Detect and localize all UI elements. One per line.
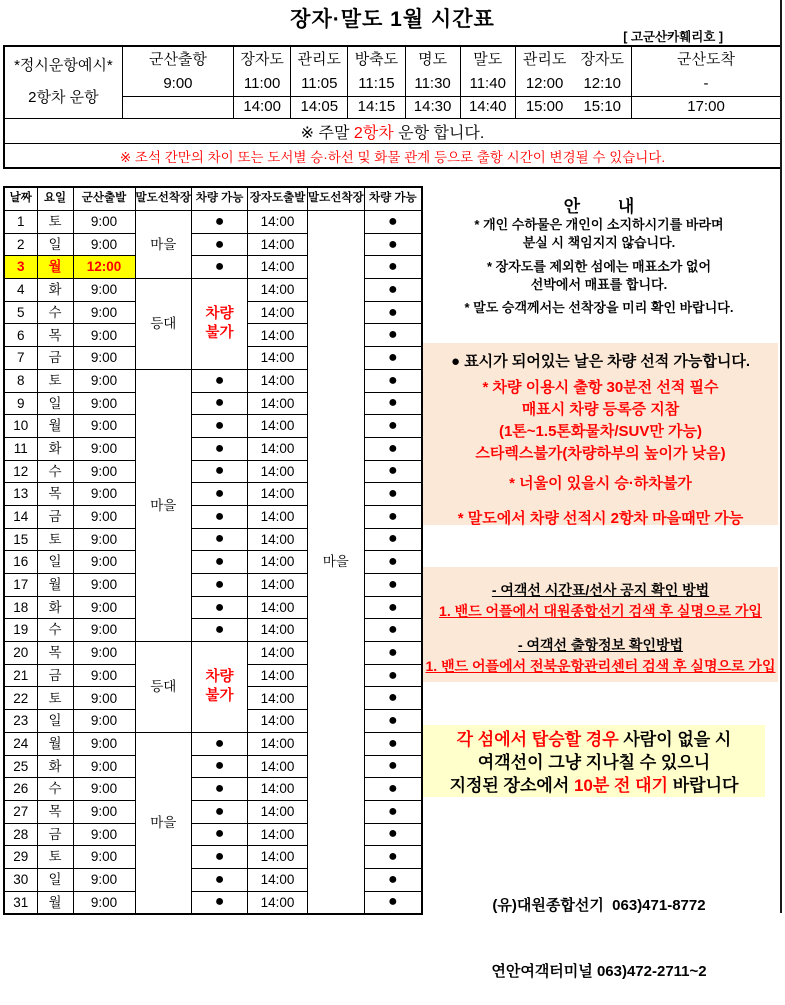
day-cell: 금 (37, 664, 73, 687)
warning-line: 여객선이 그냥 지나칠 수 있으니 (477, 753, 711, 772)
jangjado-departure-cell: 14:00 (248, 778, 308, 801)
weekend-notice-highlight: 2항차 (353, 124, 394, 142)
no-vehicle-cell: 차량 불가 (192, 642, 248, 733)
jangjado-departure-cell: 14:00 (248, 392, 308, 415)
header-vehicle-allowed-return: 차량 가능 (364, 187, 422, 211)
date-cell: 14 (4, 505, 37, 528)
date-cell: 8 (4, 369, 37, 392)
day-cell: 목 (37, 324, 73, 347)
vehicle-allowed-dot: ● (192, 574, 248, 597)
maldo-dock-cell: 마을 (135, 732, 192, 914)
day-cell: 토 (37, 369, 73, 392)
trip2-time: 14:15 (348, 97, 405, 119)
sailing-example-table (5, 47, 780, 118)
trip2-time: 14:30 (405, 97, 460, 119)
jangjado-departure-cell: 14:00 (248, 279, 308, 302)
gunsan-departure-cell: 9:00 (73, 732, 135, 755)
gunsan-departure-cell: 12:00 (73, 256, 135, 279)
guide-title: 안 내 (563, 197, 635, 216)
vehicle-allowed-return-dot: ● (364, 710, 422, 733)
gunsan-departure-cell: 9:00 (73, 415, 135, 438)
maldo-dock-cell: 등대 (135, 279, 192, 370)
day-cell: 목 (37, 800, 73, 823)
band-box-step: 1. 밴드 어플에서 대원종합선기 검색 후 실명으로 가입 (439, 603, 762, 619)
gunsan-departure-cell: 9:00 (73, 619, 135, 642)
day-cell: 수 (37, 778, 73, 801)
day-cell: 일 (37, 392, 73, 415)
contact-info (420, 851, 778, 1005)
jangjado-departure-cell: 14:00 (248, 460, 308, 483)
vehicle-allowed-dot: ● (192, 211, 248, 234)
guide-line: 분실 시 책임지지 않습니다. (522, 235, 676, 250)
date-cell: 18 (4, 596, 37, 619)
day-cell: 화 (37, 437, 73, 460)
column-header: 관리도 (291, 47, 348, 73)
trip2-time: 15:00 (515, 97, 573, 119)
vehicle-allowed-dot: ● (192, 460, 248, 483)
gunsan-departure-cell: 9:00 (73, 279, 135, 302)
vehicle-allowed-return-dot: ● (364, 664, 422, 687)
jangjado-departure-cell: 14:00 (248, 256, 308, 279)
date-cell: 11 (4, 437, 37, 460)
date-cell: 22 (4, 687, 37, 710)
date-cell: 19 (4, 619, 37, 642)
date-cell: 29 (4, 846, 37, 869)
vehicle-allowed-return-dot: ● (364, 415, 422, 438)
gunsan-departure-cell: 9:00 (73, 868, 135, 891)
gunsan-departure-cell: 9:00 (73, 596, 135, 619)
vehicle-box-rule: * 말도에서 차량 선적시 2항차 마을때만 가능 (457, 510, 744, 527)
gunsan-departure-cell: 9:00 (73, 891, 135, 914)
day-cell: 토 (37, 846, 73, 869)
date-cell: 30 (4, 868, 37, 891)
guide-paragraph-ticketing (420, 258, 778, 294)
header-maldo-dock-return: 말도선착장 (308, 187, 365, 211)
vessel-name-label: [ 고군산카훼리호 ] (623, 30, 723, 44)
guide-line: * 장자도를 제외한 섬에는 매표소가 없어 (486, 259, 712, 274)
jangjado-departure-cell: 14:00 (248, 755, 308, 778)
date-cell: 6 (4, 324, 37, 347)
vehicle-allowed-dot: ● (192, 551, 248, 574)
weekend-notice-prefix: ※ 주말 (300, 124, 354, 142)
jangjado-departure-cell: 14:00 (248, 574, 308, 597)
day-cell: 금 (37, 505, 73, 528)
vehicle-allowed-return-dot: ● (364, 687, 422, 710)
vehicle-box-rule: (1톤~1.5톤화물차/SUV만 가능) (498, 423, 703, 440)
vehicle-box-rule: * 차량 이용시 출항 30분전 선적 필수 (482, 379, 719, 396)
gunsan-departure-cell: 9:00 (73, 710, 135, 733)
date-cell: 4 (4, 279, 37, 302)
vehicle-allowed-return-dot: ● (364, 301, 422, 324)
date-cell: 9 (4, 392, 37, 415)
gunsan-departure-cell: 9:00 (73, 846, 135, 869)
jangjado-departure-cell: 14:00 (248, 211, 308, 234)
date-cell: 17 (4, 574, 37, 597)
gunsan-departure-cell: 9:00 (73, 687, 135, 710)
date-cell: 25 (4, 755, 37, 778)
date-cell: 13 (4, 483, 37, 506)
day-cell: 월 (37, 256, 73, 279)
trip2-time: 14:00 (234, 97, 291, 119)
vehicle-allowed-return-dot: ● (364, 279, 422, 302)
gunsan-departure-cell: 9:00 (73, 369, 135, 392)
vehicle-box-rule: 매표시 차량 등록증 지참 (521, 401, 680, 418)
maldo-dock-cell: 마을 (135, 369, 192, 641)
jangjado-departure-cell: 14:00 (248, 596, 308, 619)
sailing-example-box (3, 45, 782, 169)
gunsan-departure-cell: 9:00 (73, 528, 135, 551)
tide-notice (5, 143, 780, 167)
jangjado-departure-cell: 14:00 (248, 415, 308, 438)
gunsan-departure-cell: 9:00 (73, 551, 135, 574)
gunsan-departure-cell: 9:00 (73, 664, 135, 687)
jangjado-departure-cell: 14:00 (248, 710, 308, 733)
gunsan-departure-cell: 9:00 (73, 778, 135, 801)
date-cell: 21 (4, 664, 37, 687)
vehicle-allowed-dot: ● (192, 596, 248, 619)
column-header: 명도 (405, 47, 460, 73)
band-box-title: - 여객선 시간표/선사 공지 확인 방법 (491, 582, 710, 598)
jangjado-departure-cell: 14:00 (248, 891, 308, 914)
day-cell: 월 (37, 891, 73, 914)
gunsan-departure-cell: 9:00 (73, 574, 135, 597)
daily-table-row (4, 211, 422, 234)
day-cell: 수 (37, 619, 73, 642)
column-header: 장자도 (580, 50, 624, 68)
date-cell: 20 (4, 642, 37, 665)
date-cell: 5 (4, 301, 37, 324)
vehicle-allowed-return-dot: ● (364, 483, 422, 506)
header-jangjado-departure: 장자도출발 (248, 187, 308, 211)
trip1-time: 11:05 (291, 73, 348, 97)
page-title: 장자·말도 1월 시간표 (290, 8, 495, 31)
contact-line-terminal: 연안여객터미널 063)472-2711~2 (491, 963, 707, 980)
jangjado-departure-cell: 14:00 (248, 823, 308, 846)
vehicle-allowed-dot: ● (192, 233, 248, 256)
trip1-time: 11:00 (234, 73, 291, 97)
trip1-time: 9:00 (122, 73, 233, 97)
maldo-dock-return-cell: 마을 (308, 211, 365, 915)
vehicle-allowed-return-dot: ● (364, 369, 422, 392)
vehicle-allowed-dot: ● (192, 369, 248, 392)
day-cell: 수 (37, 460, 73, 483)
day-cell: 월 (37, 415, 73, 438)
trip1-time: - (632, 73, 780, 97)
jangjado-departure-cell: 14:00 (248, 619, 308, 642)
jangjado-departure-cell: 14:00 (248, 551, 308, 574)
gunsan-departure-cell: 9:00 (73, 483, 135, 506)
date-cell: 24 (4, 732, 37, 755)
band-app-info-box (423, 567, 778, 682)
vehicle-allowed-return-dot: ● (364, 778, 422, 801)
gunsan-departure-cell: 9:00 (73, 347, 135, 370)
vehicle-allowed-dot: ● (192, 846, 248, 869)
gunsan-departure-cell: 9:00 (73, 642, 135, 665)
jangjado-departure-cell: 14:00 (248, 437, 308, 460)
vehicle-allowed-return-dot: ● (364, 437, 422, 460)
gunsan-departure-cell: 9:00 (73, 301, 135, 324)
vehicle-box-heading: ● 표시가 되어있는 날은 차량 선적 가능합니다. (450, 353, 751, 370)
date-cell: 28 (4, 823, 37, 846)
trip2-time (122, 97, 233, 119)
column-header: 관리도 (515, 47, 573, 73)
vehicle-allowed-dot: ● (192, 755, 248, 778)
vehicle-allowed-return-dot: ● (364, 642, 422, 665)
day-cell: 화 (37, 596, 73, 619)
trip2-time: 14:40 (460, 97, 515, 119)
header-gunsan-departure: 군산출발 (73, 187, 135, 211)
vehicle-allowed-dot: ● (192, 732, 248, 755)
column-header: 군산출항 (122, 47, 233, 73)
vehicle-allowed-return-dot: ● (364, 619, 422, 642)
date-cell: 23 (4, 710, 37, 733)
jangjado-departure-cell: 14:00 (248, 369, 308, 392)
guide-line: * 개인 수하물은 개인이 소지하시기를 바라며 (474, 217, 724, 232)
date-cell: 3 (4, 256, 37, 279)
contact-line-operator: (유)대원종합선기 063)471-8772 (492, 897, 706, 914)
guide-paragraph-luggage (420, 216, 778, 252)
header-day: 요일 (37, 187, 73, 211)
jangjado-departure-cell: 14:00 (248, 233, 308, 256)
column-header: 방축도 (348, 47, 405, 73)
vehicle-allowed-return-dot: ● (364, 823, 422, 846)
band-box-title: - 여객선 출항정보 확인방법 (517, 637, 684, 653)
day-cell: 토 (37, 528, 73, 551)
day-cell: 일 (37, 551, 73, 574)
date-cell: 12 (4, 460, 37, 483)
date-cell: 1 (4, 211, 37, 234)
trip1-time: 11:15 (348, 73, 405, 97)
daily-schedule-table (3, 186, 423, 915)
day-cell: 화 (37, 755, 73, 778)
trip2-time: 17:00 (632, 97, 780, 119)
jangjado-departure-cell: 14:00 (248, 732, 308, 755)
warning-line: 각 섬에서 탑승할 경우 사람이 없을 시 (456, 730, 732, 749)
vehicle-box-rule: 스타렉스불가(차량하부의 높이가 낮음) (475, 445, 726, 462)
vehicle-allowed-dot: ● (192, 505, 248, 528)
vehicle-allowed-dot: ● (192, 437, 248, 460)
vehicle-allowed-return-dot: ● (364, 347, 422, 370)
gunsan-departure-cell: 9:00 (73, 755, 135, 778)
vehicle-allowed-return-dot: ● (364, 574, 422, 597)
vehicle-allowed-return-dot: ● (364, 324, 422, 347)
jangjado-departure-cell: 14:00 (248, 642, 308, 665)
vehicle-allowed-return-dot: ● (364, 505, 422, 528)
vehicle-allowed-return-dot: ● (364, 233, 422, 256)
gunsan-departure-cell: 9:00 (73, 505, 135, 528)
day-cell: 일 (37, 710, 73, 733)
column-header: 말도 (460, 47, 515, 73)
vehicle-allowed-return-dot: ● (364, 732, 422, 755)
vehicle-allowed-return-dot: ● (364, 551, 422, 574)
weekend-notice-suffix: 운항 합니다. (393, 124, 485, 142)
day-cell: 일 (37, 868, 73, 891)
vehicle-allowed-return-dot: ● (364, 460, 422, 483)
vehicle-allowed-dot: ● (192, 868, 248, 891)
trip1-time: 11:30 (405, 73, 460, 97)
jangjado-departure-cell: 14:00 (248, 868, 308, 891)
day-cell: 월 (37, 732, 73, 755)
trip2-time: 15:10 (583, 98, 622, 116)
date-cell: 16 (4, 551, 37, 574)
boarding-warning-box (423, 725, 765, 797)
header-date: 날짜 (4, 187, 37, 211)
vehicle-allowed-dot: ● (192, 415, 248, 438)
no-vehicle-cell: 차량 불가 (192, 279, 248, 370)
vehicle-allowed-dot: ● (192, 800, 248, 823)
day-cell: 토 (37, 687, 73, 710)
guide-line: * 말도 승객께서는 선착장을 미리 확인 바랍니다. (464, 300, 734, 315)
column-header: 군산도착 (632, 47, 780, 73)
vehicle-allowed-return-dot: ● (364, 211, 422, 234)
vehicle-allowed-return-dot: ● (364, 891, 422, 914)
vehicle-allowed-return-dot: ● (364, 596, 422, 619)
vehicle-allowed-return-dot: ● (364, 755, 422, 778)
trips-label: 2항차 운항 (28, 89, 99, 107)
vehicle-allowed-dot: ● (192, 619, 248, 642)
day-cell: 토 (37, 211, 73, 234)
gunsan-departure-cell: 9:00 (73, 392, 135, 415)
header-vehicle-allowed: 차량 가능 (192, 187, 248, 211)
guide-paragraph-dock-check (420, 299, 778, 317)
maldo-dock-cell: 등대 (135, 642, 192, 733)
vehicle-box-rule: * 너울이 있을시 승·하차불가 (509, 475, 692, 492)
day-cell: 일 (37, 233, 73, 256)
jangjado-departure-cell: 14:00 (248, 505, 308, 528)
gunsan-departure-cell: 9:00 (73, 233, 135, 256)
vehicle-allowed-dot: ● (192, 778, 248, 801)
example-schedule-label-cell (5, 47, 122, 118)
example-label: *정시운항예시* (14, 57, 113, 75)
day-cell: 화 (37, 279, 73, 302)
header-maldo-dock: 말도선착장 (135, 187, 192, 211)
gunsan-departure-cell: 9:00 (73, 437, 135, 460)
vehicle-allowed-return-dot: ● (364, 528, 422, 551)
day-cell: 목 (37, 642, 73, 665)
vehicle-allowed-return-dot: ● (364, 800, 422, 823)
day-cell: 목 (37, 483, 73, 506)
daily-table-header-row (4, 187, 422, 211)
date-cell: 7 (4, 347, 37, 370)
gunsan-departure-cell: 9:00 (73, 800, 135, 823)
gunsan-departure-cell: 9:00 (73, 324, 135, 347)
jangjado-departure-cell: 14:00 (248, 687, 308, 710)
vehicle-allowed-return-dot: ● (364, 868, 422, 891)
vehicle-allowed-dot: ● (192, 528, 248, 551)
jangjado-departure-cell: 14:00 (248, 664, 308, 687)
date-cell: 27 (4, 800, 37, 823)
vehicle-allowed-dot: ● (192, 891, 248, 914)
gunsan-departure-cell: 9:00 (73, 460, 135, 483)
date-cell: 31 (4, 891, 37, 914)
vehicle-allowed-return-dot: ● (364, 392, 422, 415)
warning-line: 지정된 장소에서 10분 전 대기 바랍니다 (449, 776, 739, 795)
jangjado-departure-cell: 14:00 (248, 846, 308, 869)
gunsan-departure-cell: 9:00 (73, 823, 135, 846)
day-cell: 월 (37, 574, 73, 597)
trip1-time: 11:40 (460, 73, 515, 97)
vehicle-allowed-dot: ● (192, 483, 248, 506)
jangjado-departure-cell: 14:00 (248, 800, 308, 823)
date-cell: 2 (4, 233, 37, 256)
band-box-step: 1. 밴드 어플에서 전북운항관리센터 검색 후 실명으로 가입 (425, 658, 776, 674)
right-border-line (780, 0, 782, 913)
vehicle-allowed-dot: ● (192, 256, 248, 279)
guide-line: 선박에서 매표를 합니다. (530, 277, 668, 292)
jangjado-departure-cell: 14:00 (248, 301, 308, 324)
vehicle-allowed-dot: ● (192, 823, 248, 846)
vehicle-loading-info-box (423, 343, 778, 525)
jangjado-departure-cell: 14:00 (248, 528, 308, 551)
date-cell: 10 (4, 415, 37, 438)
gunsan-departure-cell: 9:00 (73, 211, 135, 234)
day-cell: 수 (37, 301, 73, 324)
maldo-dock-cell: 마을 (135, 211, 192, 279)
vehicle-allowed-return-dot: ● (364, 256, 422, 279)
tide-notice-text: ※ 조석 간만의 차이 또는 도서별 승·하선 및 화물 관계 등으로 출항 시간이 변경될 수 있습니다. (119, 149, 666, 165)
trip1-time: 12:10 (573, 73, 631, 97)
weekend-notice (5, 118, 780, 143)
vehicle-allowed-dot: ● (192, 392, 248, 415)
vehicle-allowed-return-dot: ● (364, 846, 422, 869)
date-cell: 15 (4, 528, 37, 551)
day-cell: 금 (37, 347, 73, 370)
jangjado-departure-cell: 14:00 (248, 347, 308, 370)
trip1-time: 12:00 (515, 73, 573, 97)
day-cell: 금 (37, 823, 73, 846)
column-header: 장자도 (234, 47, 291, 73)
jangjado-departure-cell: 14:00 (248, 483, 308, 506)
jangjado-departure-cell: 14:00 (248, 324, 308, 347)
trip2-time: 14:05 (291, 97, 348, 119)
date-cell: 26 (4, 778, 37, 801)
